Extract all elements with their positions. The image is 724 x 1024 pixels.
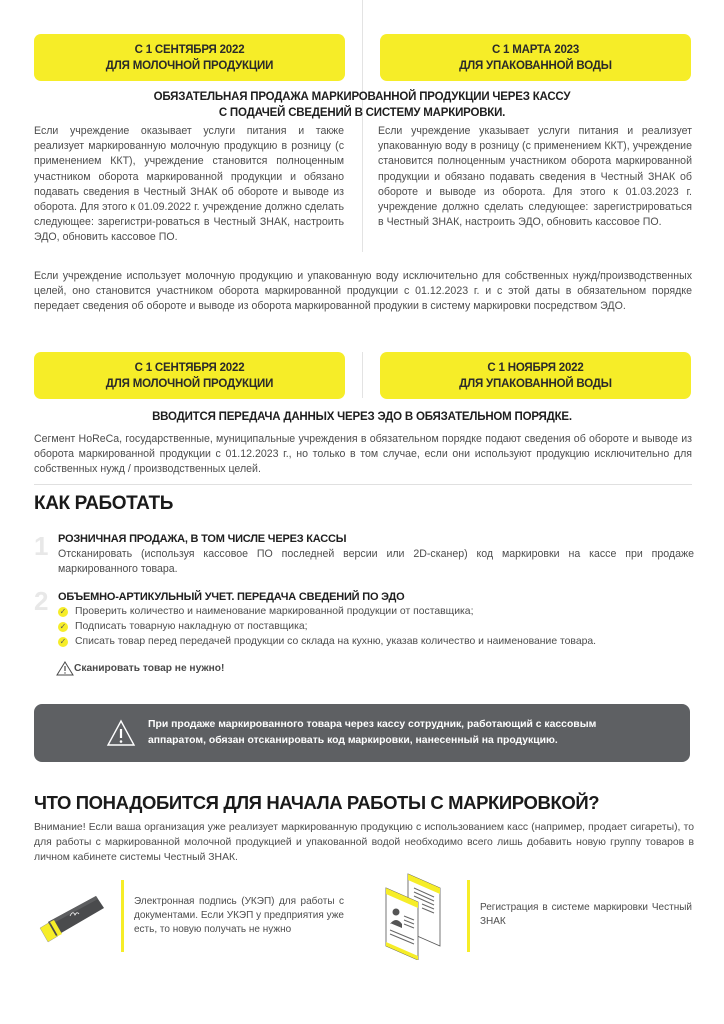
no-scan-note [56, 661, 224, 676]
no-scan-text: Сканировать товар не нужно! [74, 663, 225, 674]
accent-line [467, 880, 470, 952]
own-needs-text: Если учреждение использует молочную продукцию и упакованную воду исключительно для собственных нужд/производственных целей, оно становится участником оборота маркированной продукции с 01.12.2023 г. и с этой даты в обязательном порядке передает сведения об обороте и выводе из оборота маркированной продукии в систему маркировки посредством ЭДО. [34, 270, 692, 313]
checklist-item [58, 621, 308, 632]
heading-line2: С ПОДАЧЕЙ СВЕДЕНИЙ В СИСТЕМУ МАРКИРОВКИ. [218, 107, 506, 119]
warning-icon [106, 719, 136, 747]
mandatory-sale-heading [30, 89, 694, 121]
checklist-item-text: Списать товар перед передачей продукции со склада на кухню, указав количество и наименование товара. [75, 636, 597, 647]
badge-line1: С 1 СЕНТЯБРЯ 2022 [134, 43, 245, 56]
heading-line1: ОБЯЗАТЕЛЬНАЯ ПРОДАЖА МАРКИРОВАННОЙ ПРОДУКЦИИ ЧЕРЕЗ КАССУ [153, 91, 571, 103]
requirement-text: Регистрация в системе маркировки Честный ЗНАК [480, 902, 692, 927]
badge-line2: ДЛЯ УПАКОВАННОЙ ВОДЫ [459, 59, 612, 72]
section-divider [34, 484, 692, 485]
horeca-text: Сегмент HoReCa, государственные, муниципальные учреждения в обязательном порядке подают сведения об обороте и выводе из оборота маркированной продукции с 01.12.2023 г., но только в том случае, если они используют продукцию исключительно для собственных нужд / производственных целей. [34, 433, 692, 476]
badge-line1: С 1 МАРТА 2023 [491, 43, 580, 56]
checklist-item-text: Подписать товарную накладную от поставщика; [75, 621, 308, 632]
how-to-title: КАК РАБОТАТЬ [34, 493, 173, 514]
badge-line2: ДЛЯ УПАКОВАННОЙ ВОДЫ [459, 377, 612, 390]
date-badge-dairy-edo [34, 352, 345, 399]
checklist-item [58, 636, 596, 647]
documents-icon [384, 872, 448, 960]
date-badge-water-sale [380, 34, 691, 81]
requirements-title: ЧТО ПОНАДОБИТСЯ ДЛЯ НАЧАЛА РАБОТЫ С МАРКИРОВКОЙ? [34, 792, 600, 813]
step1-text: Отсканировать (используя кассовое ПО последней версии или 2D-сканер) код маркировки на кассе при продаже маркированного товара. [58, 548, 694, 576]
water-sale-text: Если учреждение указывает услуги питания и реализует упакованную воду в розницу (с применением ККТ), учреждение становится полноценным участником оборота маркированной продукции и обязано подавать сведения в Честный ЗНАК об обороте и выводе из оборота. Для этого к 01.03.2023 г. учреждение должно сделать следующее: зарегистрироваться в Честный ЗНАК, настроить ЭДО, обновить кассовое ПО. [378, 125, 692, 229]
alert-line1: При продаже маркированного товара через кассу сотрудник, работающий с кассовым [148, 719, 597, 730]
accent-line [121, 880, 124, 952]
warning-icon [56, 661, 74, 676]
requirement-text: Электронная подпись (УКЭП) для работы с документами. Если УКЭП у предприятия уже есть, то новую получать не нужно [134, 896, 344, 935]
badge-line1: С 1 НОЯБРЯ 2022 [487, 361, 584, 374]
step-number-1: 1 [34, 531, 49, 561]
date-badge-dairy-sale [34, 34, 345, 81]
column-divider-mid [362, 352, 363, 398]
cashier-alert [34, 704, 690, 762]
checklist-item [58, 606, 473, 617]
step2-title: ОБЪЕМНО-АРТИКУЛЬНЫЙ УЧЕТ. ПЕРЕДАЧА СВЕДЕНИЙ ПО ЭДО [58, 591, 405, 603]
alert-line2: аппаратом, обязан отсканировать код маркировки, нанесенный на продукцию. [148, 735, 558, 746]
check-icon: ✓ [59, 622, 67, 631]
badge-line2: ДЛЯ МОЛОЧНОЙ ПРОДУКЦИИ [105, 377, 274, 390]
badge-line2: ДЛЯ МОЛОЧНОЙ ПРОДУКЦИИ [105, 59, 274, 72]
step-number-2: 2 [34, 586, 49, 616]
dairy-sale-text: Если учреждение оказывает услуги питания и также реализует маркированную молочную продукцию в розницу (с применением ККТ), учреждение становится полноценным участником оборота маркированной продукции и обязано подавать сведения в Честный ЗНАК об обороте и выводе из оборота. Для этого к 01.09.2022 г. учреждение должно сделать следующее: зарегистри-роваться в Честный ЗНАК, настроить ЭДО, обновить кассовое ПО. [34, 125, 344, 244]
step1-title: РОЗНИЧНАЯ ПРОДАЖА, В ТОМ ЧИСЛЕ ЧЕРЕЗ КАССЫ [58, 533, 347, 545]
requirements-intro: Внимание! Если ваша организация уже реализует маркированную продукцию с использованием касс (например, продает сигареты), то для работы с маркированной молочной продукцией и упакованной водой необходимо всего лишь добавить новую группу товаров в личном кабинете системы Честный ЗНАК. [34, 822, 694, 864]
checklist-item-text: Проверить количество и наименование маркированной продукции от поставщика; [75, 606, 474, 617]
edo-heading: ВВОДИТСЯ ПЕРЕДАЧА ДАННЫХ ЧЕРЕЗ ЭДО В ОБЯЗАТЕЛЬНОМ ПОРЯДКЕ. [152, 411, 572, 423]
check-icon: ✓ [59, 607, 67, 616]
date-badge-water-edo [380, 352, 691, 399]
column-divider-top [362, 0, 363, 252]
badge-line1: С 1 СЕНТЯБРЯ 2022 [134, 361, 245, 374]
check-icon: ✓ [59, 637, 67, 646]
usb-token-icon [36, 888, 106, 943]
